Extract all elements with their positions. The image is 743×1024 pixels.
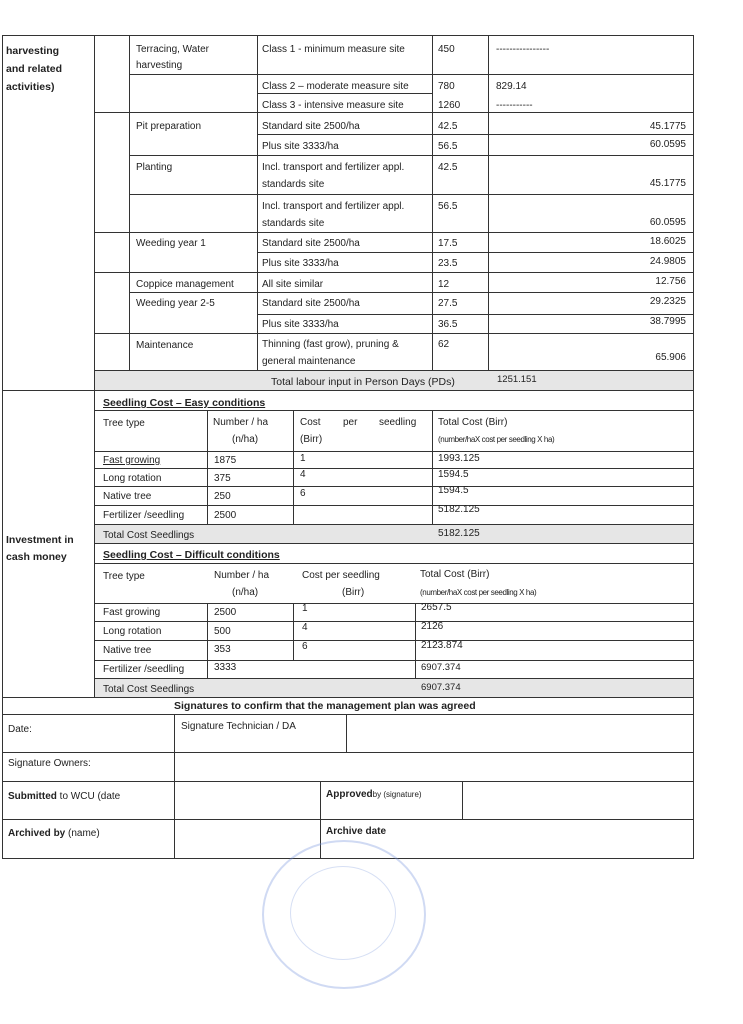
diff-h-cost: Cost per seedling — [302, 570, 380, 581]
diff-h-treetype: Tree type — [103, 571, 145, 582]
standard-pit-plus: Plus site 3333/ha — [262, 141, 339, 152]
total-planting-2: 60.0595 — [649, 217, 686, 228]
pd-class1: 450 — [438, 44, 455, 55]
total-class1: ---------------- — [496, 44, 550, 55]
diff-cost-native: 6 — [302, 641, 308, 652]
easy-h-seedling: seedling — [379, 417, 417, 428]
sig-approved — [326, 789, 422, 801]
standard-pit-std: Standard site 2500/ha — [262, 121, 360, 132]
easy-h-number: Number / ha — [213, 417, 269, 428]
total-weeding25-std: 29.2325 — [649, 296, 686, 307]
standard-planting-2b: standards site — [262, 218, 325, 229]
sig-archived — [8, 828, 100, 840]
total-coppice: 12.756 — [655, 276, 686, 287]
harvesting-label-3: activities) — [6, 81, 55, 93]
pd-planting-1: 42.5 — [438, 162, 458, 173]
sig-submitted — [8, 791, 120, 803]
easy-total-fert: 5182.125 — [438, 504, 480, 515]
activity-terracing: Terracing, Water — [136, 44, 209, 55]
activity-planting: Planting — [136, 162, 173, 173]
pd-weeding25-plus: 36.5 — [438, 319, 458, 330]
activity-weeding25: Weeding year 2-5 — [136, 298, 215, 309]
standard-weeding25-std: Standard site 2500/ha — [262, 298, 360, 309]
diff-h-birr: (Birr) — [342, 587, 365, 598]
sig-submitted-rest: to WCU (date — [56, 791, 121, 802]
sig-date: Date: — [8, 724, 32, 735]
activity-terracing-2: harvesting — [136, 60, 183, 71]
total-class2: 829.14 — [496, 81, 527, 92]
easy-h-treetype: Tree type — [103, 418, 145, 429]
pd-coppice: 12 — [438, 279, 450, 290]
sig-owners: Signature Owners: — [8, 758, 91, 769]
easy-total-label: Total Cost Seedlings — [103, 530, 195, 541]
diff-total-value: 6907.374 — [421, 682, 461, 693]
harvesting-label-1: harvesting — [6, 45, 60, 57]
sig-approved-bold: Approved — [326, 789, 373, 800]
standard-maintenance: Thinning (fast grow), pruning & — [262, 339, 399, 350]
pd-pit-std: 42.5 — [438, 121, 458, 132]
total-weeding25-plus: 38.7995 — [649, 316, 686, 327]
diff-h-formula: (number/haX cost per seedling X ha) — [420, 588, 537, 597]
harvesting-label-2: and related — [6, 63, 63, 75]
diff-total-fert: 6907.374 — [421, 662, 461, 673]
easy-h-cost: Cost — [300, 417, 321, 428]
standard-coppice: All site similar — [262, 279, 324, 290]
activity-weeding1: Weeding year 1 — [136, 238, 206, 249]
pd-class2: 780 — [438, 81, 455, 92]
easy-h-formula: (number/haX cost per seedling X ha) — [438, 435, 555, 444]
pd-class3: 1260 — [438, 100, 461, 111]
easy-total-native: 1594.5 — [438, 485, 469, 496]
easy-num-native: 250 — [214, 491, 231, 502]
standard-planting-1b: standards site — [262, 179, 325, 190]
total-labour-label: Total labour input in Person Days (PDs) — [271, 376, 455, 388]
diff-total-native: 2123.874 — [421, 640, 463, 651]
activity-pit: Pit preparation — [136, 121, 202, 132]
diff-cost-long: 4 — [302, 622, 308, 633]
standard-class3: Class 3 - intensive measure site — [262, 100, 404, 111]
easy-h-per: per — [343, 417, 358, 428]
pd-weeding25-std: 27.5 — [438, 298, 458, 309]
pd-maintenance: 62 — [438, 339, 450, 350]
diff-num-fert: 3333 — [214, 662, 237, 673]
diff-type-long: Long rotation — [103, 626, 162, 637]
easy-cost-long: 4 — [300, 469, 306, 480]
diff-h-number-2: (n/ha) — [232, 587, 259, 598]
sig-archived-rest: (name) — [65, 828, 100, 839]
standard-class1: Class 1 - minimum measure site — [262, 44, 405, 55]
sig-submitted-bold: Submitted — [8, 791, 57, 802]
total-labour-value: 1251.151 — [497, 374, 537, 385]
signatures-title: Signatures to confirm that the management plan was agreed — [174, 700, 476, 712]
diff-type-fert: Fertilizer /seedling — [103, 664, 185, 675]
easy-h-number-2: (n/ha) — [232, 434, 259, 445]
total-pit-std: 45.1775 — [649, 121, 686, 132]
easy-num-fert: 2500 — [214, 510, 237, 521]
diff-num-long: 500 — [214, 626, 231, 637]
difficult-title: Seedling Cost – Difficult conditions — [103, 549, 280, 561]
standard-weeding1-std: Standard site 2500/ha — [262, 238, 360, 249]
investment-label-1: Investment in — [6, 534, 74, 546]
investment-label-2: cash money — [6, 551, 67, 563]
diff-total-label: Total Cost Seedlings — [103, 684, 195, 695]
easy-type-long: Long rotation — [103, 473, 162, 484]
sig-archive-date: Archive date — [326, 826, 387, 837]
standard-planting-2: Incl. transport and fertilizer appl. — [262, 201, 405, 212]
easy-total-long: 1594.5 — [438, 469, 469, 480]
sig-approved-rest: by (signature) — [372, 790, 422, 799]
diff-num-fast: 2500 — [214, 607, 237, 618]
pd-pit-plus: 56.5 — [438, 141, 458, 152]
easy-num-long: 375 — [214, 473, 231, 484]
easy-type-native: Native tree — [103, 491, 152, 502]
activity-maintenance: Maintenance — [136, 340, 194, 351]
easy-num-fast: 1875 — [214, 455, 237, 466]
pd-weeding1-plus: 23.5 — [438, 258, 458, 269]
standard-planting-1: Incl. transport and fertilizer appl. — [262, 162, 405, 173]
total-pit-plus: 60.0595 — [649, 139, 686, 150]
easy-total-fast: 1993.125 — [438, 453, 480, 464]
total-class3: ----------- — [496, 100, 533, 111]
diff-h-number: Number / ha — [214, 570, 270, 581]
easy-title: Seedling Cost – Easy conditions — [103, 397, 266, 409]
pd-weeding1-std: 17.5 — [438, 238, 458, 249]
diff-total-long: 2126 — [421, 621, 444, 632]
standard-class2: Class 2 – moderate measure site — [262, 81, 409, 92]
easy-h-birr: (Birr) — [300, 434, 323, 445]
diff-num-native: 353 — [214, 644, 231, 655]
standard-weeding25-plus: Plus site 3333/ha — [262, 319, 339, 330]
sig-technician: Signature Technician / DA — [181, 721, 296, 732]
sig-archived-bold: Archived by — [8, 828, 66, 839]
diff-type-native: Native tree — [103, 645, 152, 656]
diff-total-fast: 2657.5 — [421, 602, 452, 613]
standard-weeding1-plus: Plus site 3333/ha — [262, 258, 339, 269]
total-maintenance: 65.906 — [655, 352, 686, 363]
diff-cost-fast: 1 — [302, 603, 308, 614]
easy-type-fert: Fertilizer /seedling — [103, 510, 185, 521]
diff-type-fast: Fast growing — [103, 607, 161, 618]
stamp-inner-ring — [290, 866, 396, 960]
standard-maintenance-2: general maintenance — [262, 356, 356, 367]
total-weeding1-plus: 24.9805 — [649, 256, 686, 267]
easy-type-fast: Fast growing — [103, 455, 161, 466]
total-planting-1: 45.1775 — [649, 178, 686, 189]
diff-h-total: Total Cost (Birr) — [420, 569, 490, 580]
easy-total-value: 5182.125 — [438, 528, 480, 539]
easy-cost-native: 6 — [300, 488, 306, 499]
easy-h-total: Total Cost (Birr) — [438, 417, 508, 428]
easy-cost-fast: 1 — [300, 453, 306, 464]
pd-planting-2: 56.5 — [438, 201, 458, 212]
total-weeding1-std: 18.6025 — [649, 236, 686, 247]
activity-coppice: Coppice management — [136, 279, 234, 290]
